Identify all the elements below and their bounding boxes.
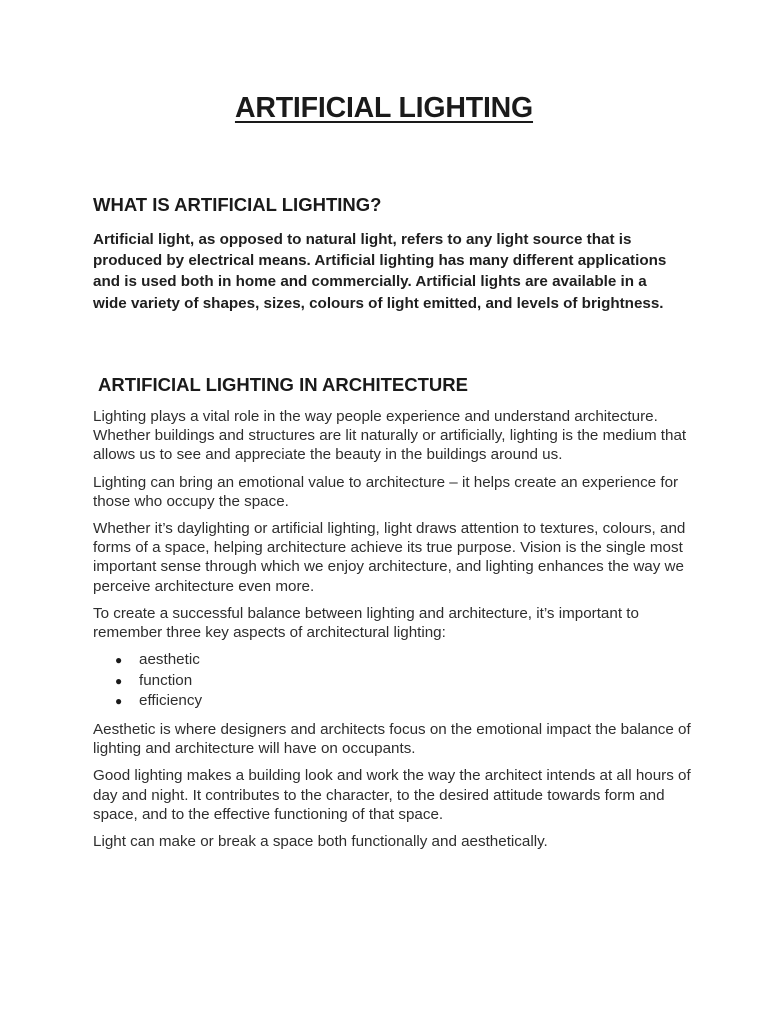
bullet-icon: ● (115, 694, 123, 709)
body-paragraph-4: To create a successful balance between lighting and architecture, it’s important to remember three key aspects of architectural lighting: (93, 604, 639, 642)
list-item (115, 691, 693, 712)
body-paragraph-3: Whether it’s daylighting or artificial lighting, light draws attention to textures, colours, and forms of a space, helping architecture achieve its true purpose. Vision is the single most important sense through which we enjoy architecture, and lighting enhances the way we perceive architecture even more. (93, 520, 686, 595)
list-item-text: aesthetic (139, 651, 200, 669)
architecture-body (93, 407, 693, 859)
list-item-text: function (139, 671, 193, 689)
list-item-text: efficiency (139, 692, 203, 710)
list-item (115, 650, 693, 671)
bullet-icon: ● (115, 673, 123, 688)
page-title (0, 88, 768, 128)
body-paragraph-1: Lighting plays a vital role in the way people experience and understand architecture. Whether buildings and structures are lit naturally or artificially, lighting is the medium that allows us to see and appreciate the beauty in the buildings around us. (93, 408, 687, 464)
aspects-list (93, 650, 693, 712)
body-paragraph-2: Lighting can bring an emotional value to architecture – it helps create an experience for those who occupy the space. (93, 473, 679, 510)
page-title-text: ARTIFICIAL LIGHTING (234, 92, 534, 124)
intro-paragraph: Artificial light, as opposed to natural light, refers to any light source that is produced by electrical means. Artificial lighting has many different applications and is used both in home and commercially. Artificial lights are available in a wide variety of shapes, sizes, colours of light emitted, and levels of brightness. (93, 231, 667, 312)
body-paragraph-5: Aesthetic is where designers and architects focus on the emotional impact the balance of lighting and architecture will have on occupants. (93, 721, 691, 758)
section-heading-architecture: ARTIFICIAL LIGHTING IN ARCHITECTURE (98, 374, 468, 395)
bullet-icon: ● (115, 653, 123, 668)
body-paragraph-6: Good lighting makes a building look and work the way the architect intends at all hours of day and night. It contributes to the character, to the desired attitude towards form and space, and to the effective functioning of that space. (93, 767, 691, 823)
body-paragraph-7: Light can make or break a space both functionally and aesthetically. (93, 833, 548, 851)
section-heading-what-is: WHAT IS ARTIFICIAL LIGHTING? (93, 194, 382, 215)
list-item (115, 671, 693, 692)
